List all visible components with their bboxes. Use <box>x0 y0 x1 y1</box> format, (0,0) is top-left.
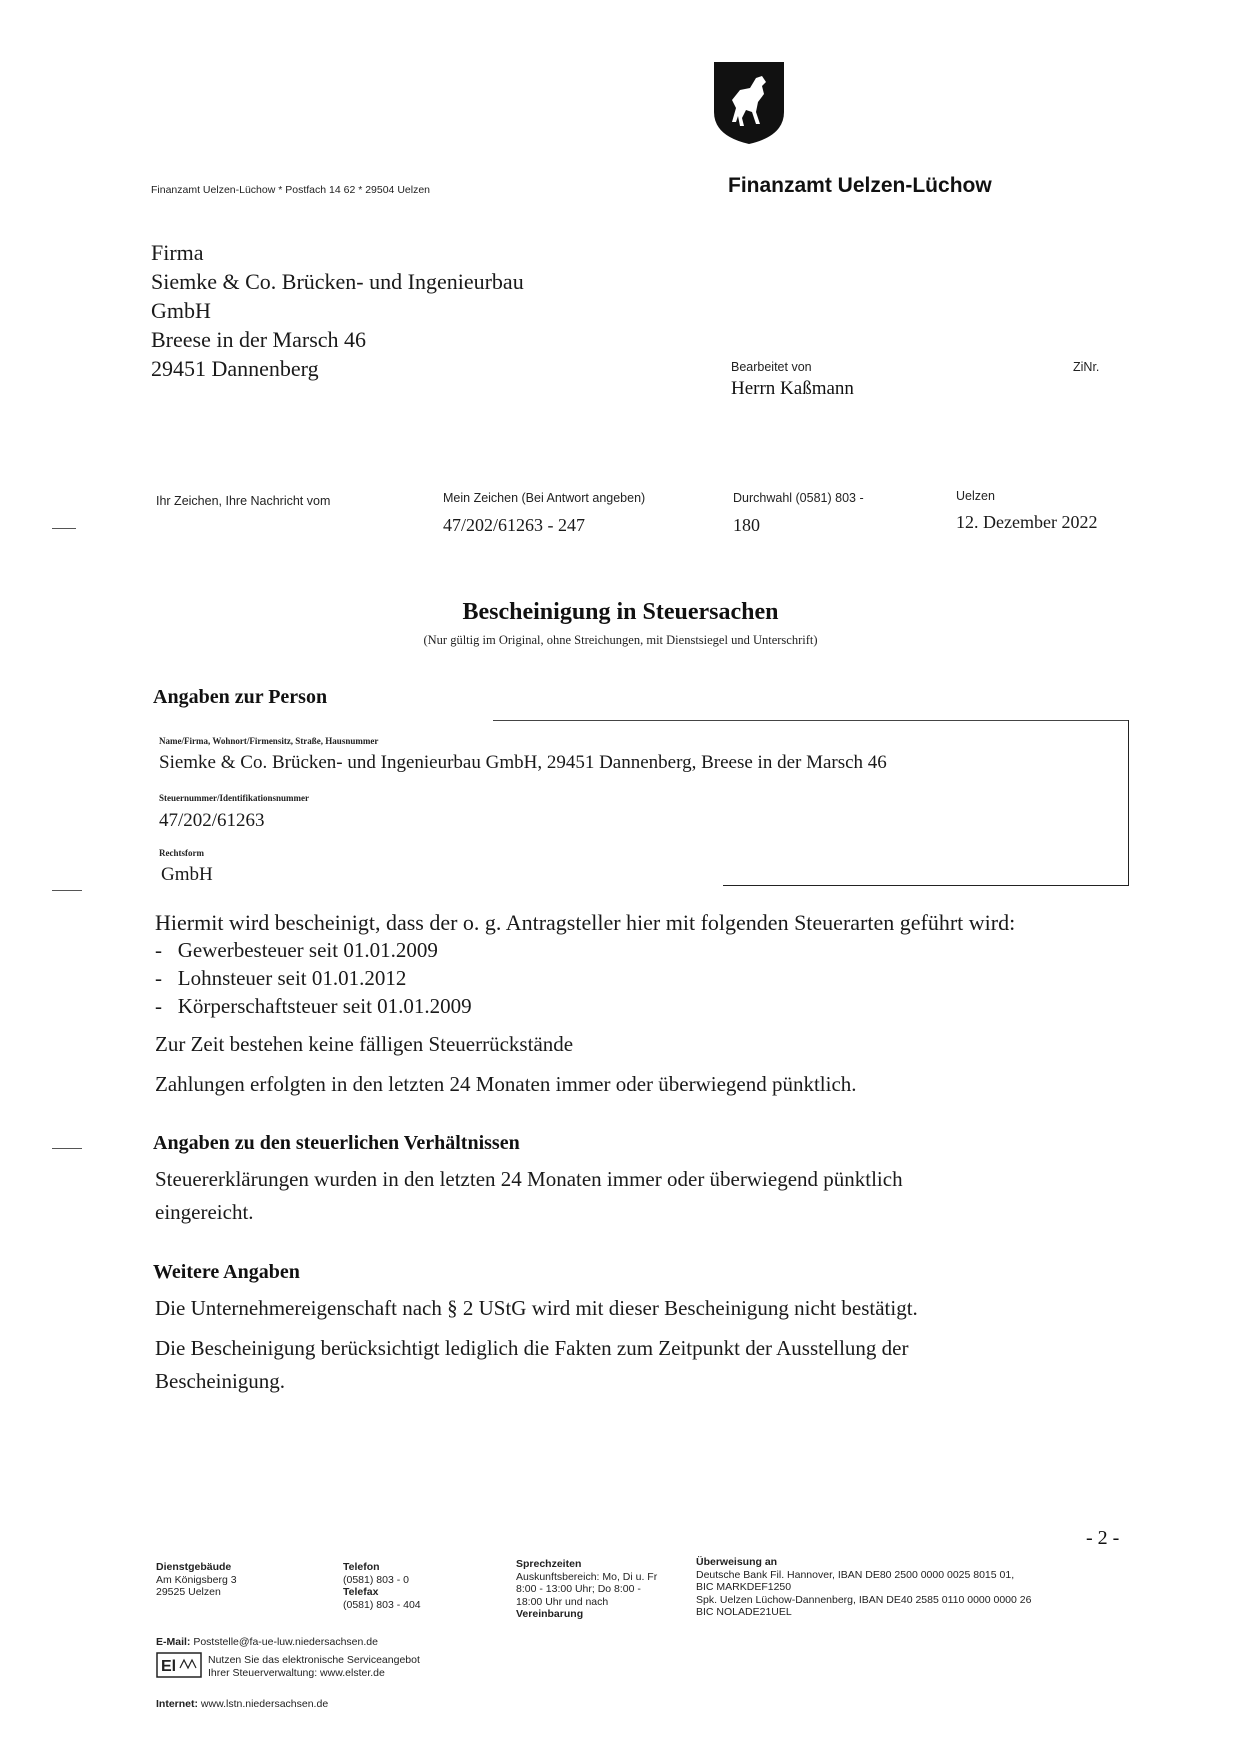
further-heading: Weitere Angaben <box>153 1261 300 1283</box>
phone-extension-value: 180 <box>733 515 760 535</box>
name-value: Siemke & Co. Brücken- und Ingenieurbau GmbH, 29451 Dannenberg, Breese in der Marsch 46 <box>159 752 887 773</box>
further-line-1: Die Unternehmereigenschaft nach § 2 UStG wird mit dieser Bescheinigung nicht bestätigt. <box>155 1296 918 1320</box>
payments-statement: Zahlungen erfolgten in den letzten 24 Monaten immer oder überwiegend pünktlich. <box>155 1072 857 1096</box>
legal-form-value: GmbH <box>161 864 213 885</box>
tax-item-2: - Lohnsteuer seit 01.01.2012 <box>155 966 407 990</box>
footer-phone: Telefon (0581) 803 - 0 Telefax (0581) 803 - 404 <box>343 1561 421 1611</box>
tax-relations-line-2: eingereicht. <box>155 1200 254 1224</box>
document-subtitle: (Nur gültig im Original, ohne Streichungen, mit Dienstsiegel und Unterschrift) <box>423 633 818 647</box>
tax-relations-line-1: Steuererklärungen wurden in den letzten 24 Monaten immer oder überwiegend pünktlich <box>155 1167 903 1191</box>
footer-building: Dienstgebäude Am Königsberg 3 29525 Uelzen <box>156 1561 237 1598</box>
tax-item-1: - Gewerbesteuer seit 01.01.2009 <box>155 938 438 962</box>
svg-text:El: El <box>161 1658 177 1675</box>
my-reference-value: 47/202/61263 - 247 <box>443 515 585 535</box>
tax-number-label: Steuernummer/Identifikationsnummer <box>159 793 309 803</box>
person-data-box <box>153 720 1129 886</box>
name-label: Name/Firma, Wohnort/Firmensitz, Straße, Hausnummer <box>159 736 379 746</box>
footer-office-hours: Sprechzeiten Auskunftsbereich: Mo, Di u. Fr 8:00 - 13:00 Uhr; Do 8:00 - 18:00 Uhr und nach Vereinbarung <box>516 1558 658 1620</box>
recipient-line-4: Breese in der Marsch 46 <box>151 327 367 352</box>
person-heading: Angaben zur Person <box>153 686 328 708</box>
footer-elster: Nutzen Sie das elektronische Serviceangebot Ihrer Steuerverwaltung: www.elster.de <box>208 1654 420 1679</box>
recipient-line-5: 29451 Dannenberg <box>151 356 319 381</box>
elster-logo-icon <box>156 1652 202 1678</box>
sender-return-address: Finanzamt Uelzen-Lüchow * Postfach 14 62 * 29504 Uelzen <box>151 184 430 196</box>
page-number: - 2 - <box>1086 1527 1120 1549</box>
tax-number-value: 47/202/61263 <box>159 810 265 831</box>
tax-item-3: - Körperschaftsteuer seit 01.01.2009 <box>155 994 472 1018</box>
fold-mark-middle <box>52 890 82 891</box>
office-title: Finanzamt Uelzen-Lüchow <box>728 174 992 197</box>
fold-mark-lower <box>52 1148 82 1149</box>
recipient-line-2: Siemke & Co. Brücken- und Ingenieurbau <box>151 269 524 294</box>
handler-label: Bearbeitet von <box>731 360 812 374</box>
certification-intro: Hiermit wird bescheinigt, dass der o. g. Antragsteller hier mit folgenden Steuerarten geführt wird: <box>155 910 1016 935</box>
footer-email: E-Mail: Poststelle@fa-ue-luw.niedersachsen.de <box>156 1636 378 1648</box>
phone-extension-label: Durchwahl (0581) 803 - <box>733 491 864 505</box>
lower-saxony-crest-logo <box>712 60 786 146</box>
recipient-line-1: Firma <box>151 240 204 265</box>
my-reference-label: Mein Zeichen (Bei Antwort angeben) <box>443 491 646 505</box>
recipient-line-3: GmbH <box>151 298 211 323</box>
your-reference-label: Ihr Zeichen, Ihre Nachricht vom <box>156 494 331 508</box>
further-line-3: Bescheinigung. <box>155 1369 286 1393</box>
fold-mark-top <box>52 528 76 529</box>
legal-form-label: Rechtsform <box>159 848 204 858</box>
place-label: Uelzen <box>956 489 995 503</box>
further-line-2: Die Bescheinigung berücksichtigt lediglich die Fakten zum Zeitpunkt der Ausstellung der <box>155 1336 909 1360</box>
document-title: Bescheinigung in Steuersachen <box>462 599 779 625</box>
footer-bank-details: Überweisung an Deutsche Bank Fil. Hannover, IBAN DE80 2500 0000 0025 8015 01, BIC MARKDEF1250 Spk. Uelzen Lüchow-Dannenberg, IBAN DE40 2585 0110 0000 0000 26 BIC NOLADE21UEL <box>696 1556 1032 1618</box>
tax-relations-heading: Angaben zu den steuerlichen Verhältnissen <box>153 1132 520 1154</box>
arrears-statement: Zur Zeit bestehen keine fälligen Steuerrückstände <box>155 1032 574 1056</box>
letter-date: 12. Dezember 2022 <box>956 512 1098 532</box>
handler-name: Herrn Kaßmann <box>731 378 854 399</box>
room-number-label: ZiNr. <box>1073 360 1100 374</box>
footer-internet: Internet: www.lstn.niedersachsen.de <box>156 1698 329 1710</box>
